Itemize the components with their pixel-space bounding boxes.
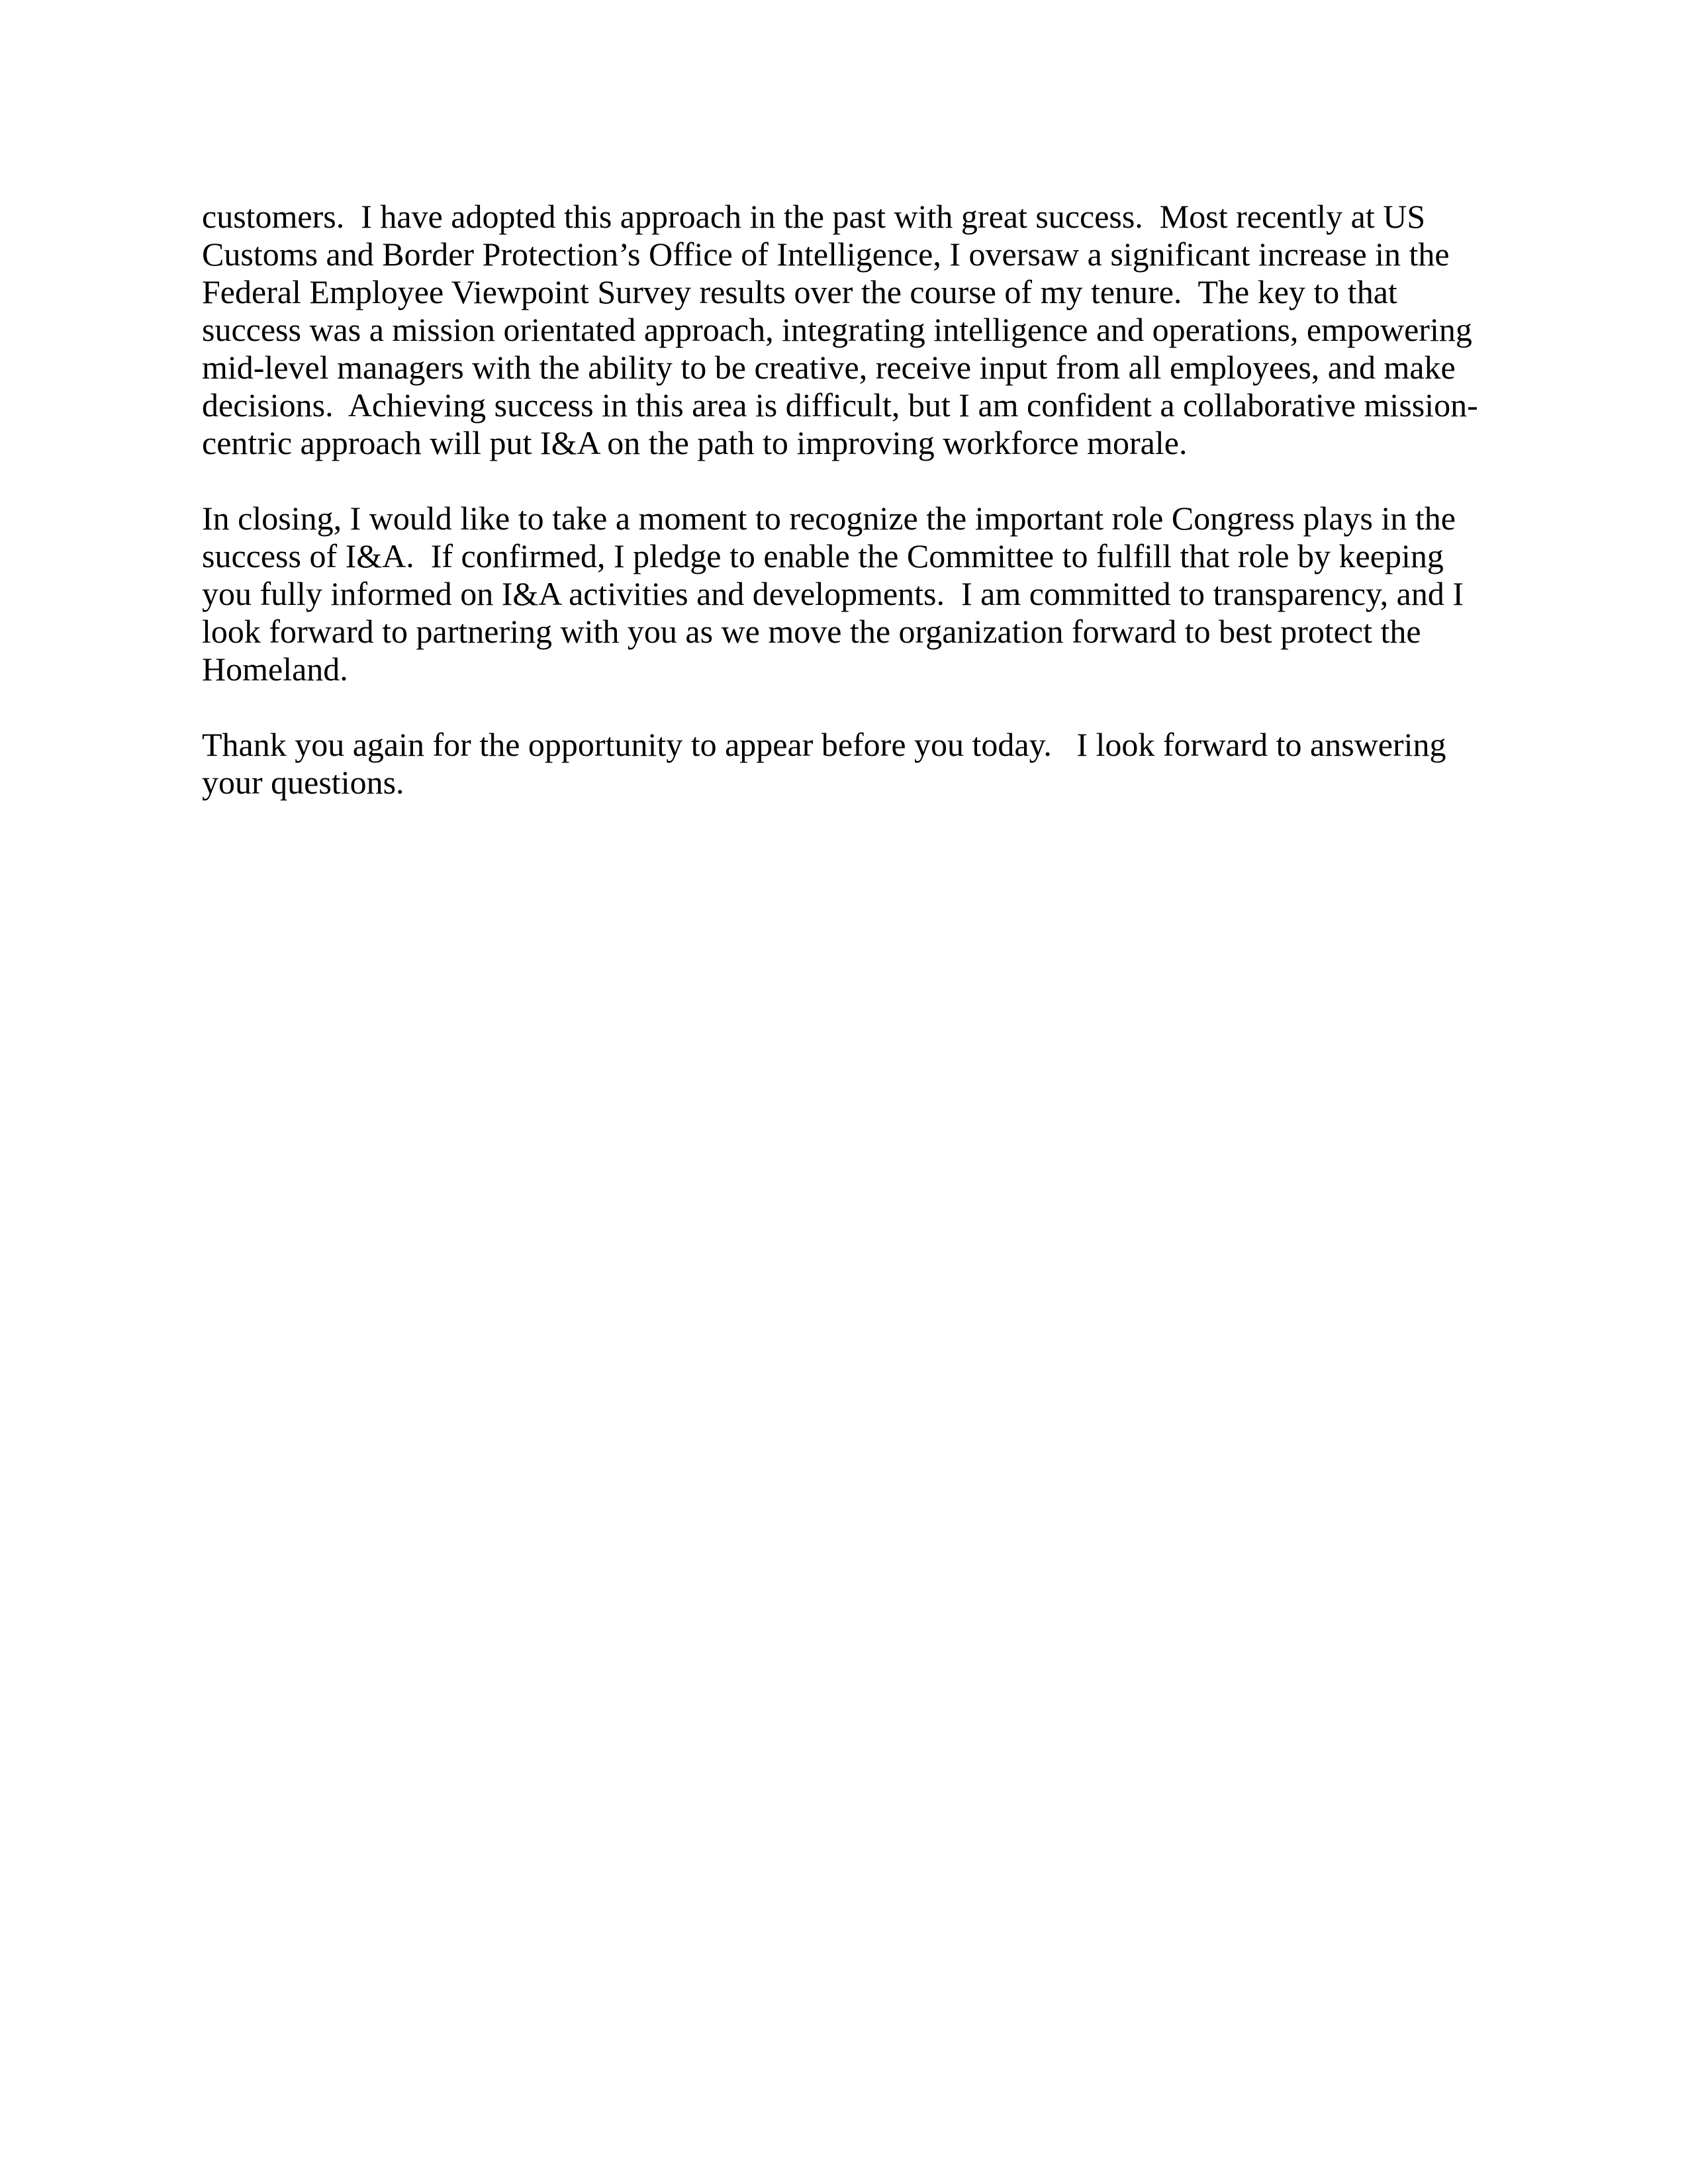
text-line: mid-level managers with the ability to be creative, receive input from all employees, and make <box>202 349 1456 386</box>
text-line: success was a mission orientated approach, integrating intelligence and operations, empowering <box>202 311 1472 348</box>
text-line: customers. I have adopted this approach in the past with great success. Most recently at US <box>202 198 1426 235</box>
text-line: you fully informed on I&A activities and developments. I am committed to transparency, and I <box>202 575 1464 612</box>
paragraph-thanks <box>202 726 1526 801</box>
text-line: In closing, I would like to take a moment to recognize the important role Congress plays in the <box>202 500 1456 537</box>
text-line: centric approach will put I&A on the path to improving workforce morale. <box>202 424 1188 461</box>
text-line: your questions. <box>202 764 404 801</box>
text-line: look forward to partnering with you as we move the organization forward to best protect the <box>202 613 1421 650</box>
text-line: success of I&A. If confirmed, I pledge to enable the Committee to fulfill that role by keeping <box>202 537 1444 574</box>
testimony-text-block <box>202 198 1526 839</box>
paragraph-morale <box>202 198 1526 462</box>
text-line: Federal Employee Viewpoint Survey results over the course of my tenure. The key to that <box>202 273 1397 310</box>
text-line: Thank you again for the opportunity to appear before you today. I look forward to answering <box>202 726 1446 763</box>
paragraph-closing <box>202 500 1526 688</box>
text-line: decisions. Achieving success in this area is difficult, but I am confident a collaborative mission- <box>202 387 1478 424</box>
text-line: Homeland. <box>202 651 348 688</box>
text-line: Customs and Border Protection’s Office of Intelligence, I oversaw a significant increase in the <box>202 236 1450 273</box>
